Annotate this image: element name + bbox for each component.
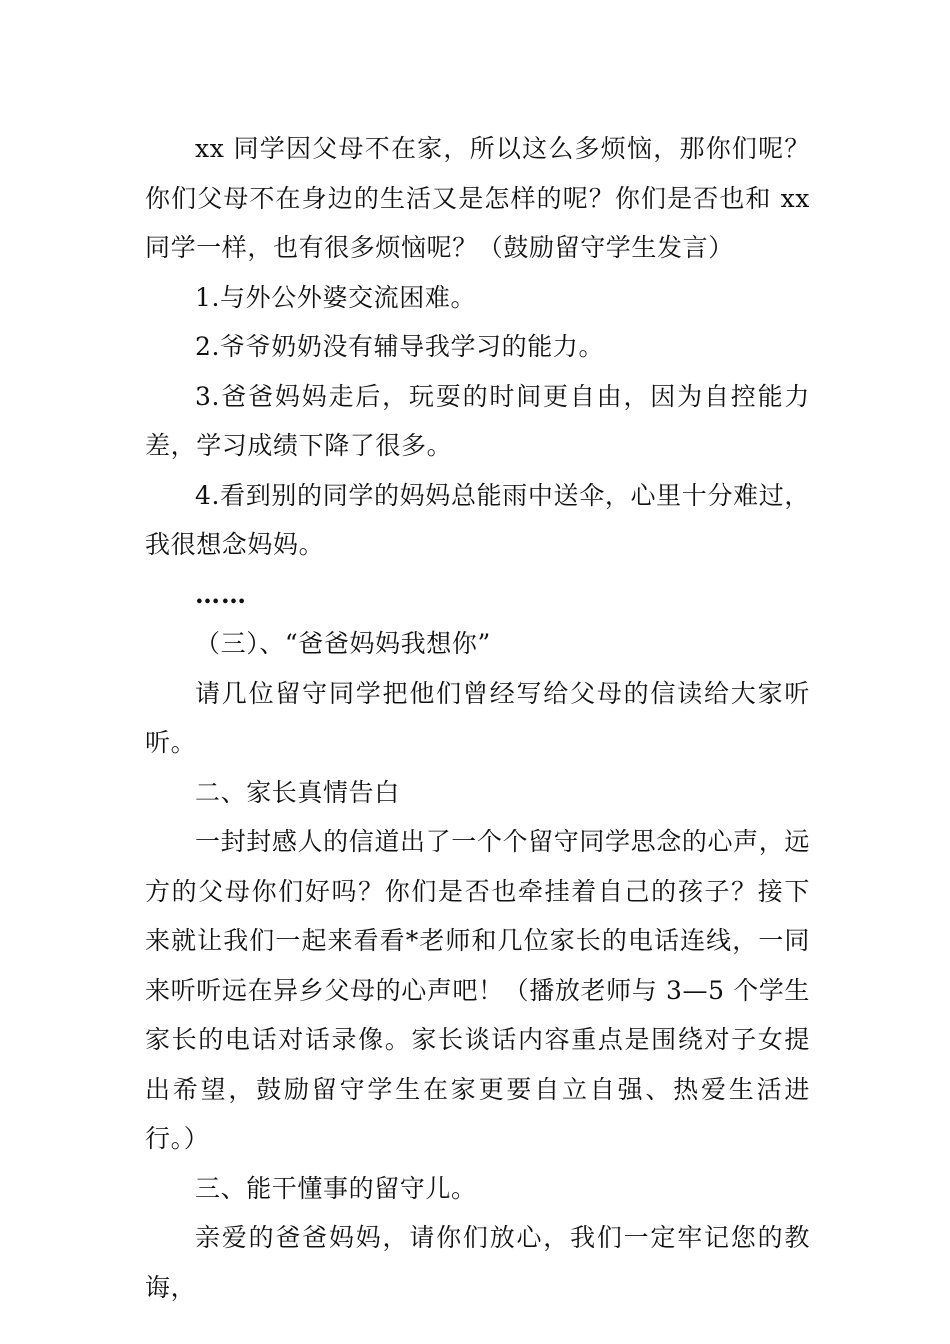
paragraph-item-1: 1.与外公外婆交流困难。	[195, 282, 477, 312]
paragraph-item-4: 4.看到别的同学的妈妈总能雨中送伞，心里十分难过，我很想念妈妈。	[145, 480, 810, 559]
section-heading-children: 三、能干懂事的留守儿。	[195, 1173, 477, 1203]
paragraph-letters: 请几位留守同学把他们曾经写给父母的信读给大家听听。	[145, 678, 810, 757]
section-heading-parents: 二、家长真情告白	[195, 777, 400, 807]
paragraph-closing: 亲爱的爸爸妈妈，请你们放心，我们一定牢记您的教诲，	[145, 1223, 810, 1302]
paragraph-ellipsis: ……	[195, 579, 247, 609]
document-body	[145, 124, 810, 1312]
paragraph-intro-question: xx 同学因父母不在家，所以这么多烦恼，那你们呢？你们父母不在身边的生活又是怎样的呢？你们是否也和 xx 同学一样，也有很多烦恼呢？（鼓励留守学生发言）	[145, 134, 810, 262]
paragraph-item-2: 2.爷爷奶奶没有辅导我学习的能力。	[195, 332, 605, 361]
section-heading-3: （三）、“爸爸妈妈我想你”	[195, 629, 491, 658]
paragraph-item-3: 3.爸爸妈妈走后，玩耍的时间更自由，因为自控能力差，学习成绩下降了很多。	[145, 381, 810, 460]
paragraph-parents-call: 一封封感人的信道出了一个个留守同学思念的心声，远方的父母你们好吗？你们是否也牵挂着自己的孩子？接下来就让我们一起来看看*老师和几位家长的电话连线，一同来听听远在异乡父母的心声吧！（播放老师与 3—5 个学生家长的电话对话录像。家长谈话内容重点是围绕对子女提出希望，鼓励留守学生在家更要自立自强、热爱生活进行。）	[145, 827, 810, 1153]
